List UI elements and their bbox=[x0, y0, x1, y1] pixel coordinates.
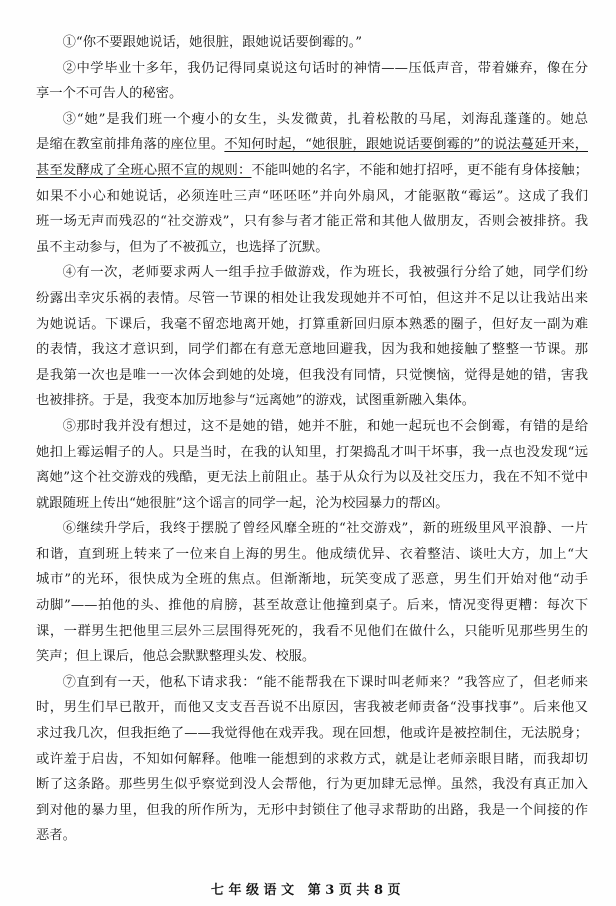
text-line bbox=[36, 312, 588, 338]
text-segment: ③“她”是我们班一个瘦小的女生，头发微黄，扎着松散的马尾，刘海乱蓬蓬的。她总 bbox=[62, 111, 588, 127]
text-segment: ④有一次，老师要求两人一组手拉手做游戏，作为班长，我被强行分给了她，同学们纷 bbox=[62, 265, 588, 281]
text-segment: 也被排挤。于是，我变本加厉地参与“远离她”的游戏，试图重新融入集体。 bbox=[36, 393, 476, 409]
underlined-text: 甚至发酵成了全班心照不宣的规则： bbox=[36, 162, 252, 178]
text-line bbox=[36, 209, 588, 235]
paragraph-5 bbox=[36, 414, 588, 516]
text-segment: 断了这条路。那些男生似乎察觉到没人会帮他，行为更加肆无忌惮。虽然，我没有真正加入 bbox=[36, 777, 588, 793]
text-line bbox=[36, 619, 588, 645]
text-segment: 笑声；但上课后，他总会默默整理头发、校服。 bbox=[36, 649, 316, 665]
text-segment: 不能叫她的名字，不能和她打招呼，更不能有身体接触； bbox=[251, 162, 589, 178]
text-line bbox=[36, 132, 588, 158]
text-line bbox=[36, 440, 588, 466]
paragraph-2 bbox=[36, 56, 588, 107]
text-segment: 她扣上霉运帽子的人。只是当时，在我的认知里，打架捣乱才叫干坏事，我一点也没发现“远 bbox=[36, 444, 588, 460]
text-segment: ⑦直到有一天，他私下请求我：“能不能帮我在下课时叫老师来？”我答应了，但老师来 bbox=[62, 674, 588, 690]
text-line bbox=[36, 414, 588, 440]
text-segment: 班一场无声而残忍的“社交游戏”，只有参与者才能正常和其他人做朋友，否则会被排挤。我 bbox=[36, 214, 588, 230]
text-line bbox=[36, 286, 588, 312]
text-line bbox=[36, 235, 588, 261]
paragraph-1 bbox=[36, 30, 588, 56]
text-line bbox=[36, 823, 588, 849]
text-line bbox=[36, 798, 588, 824]
text-segment: ⑥继续升学后，我终于摆脱了曾经风靡全班的“社交游戏”，新的班级里风平浪静、一片 bbox=[62, 521, 588, 537]
text-segment: 动脚”——拍他的头、推他的肩膀，甚至故意让他撞到桌子。后来，情况变得更糟：每次下 bbox=[36, 598, 588, 614]
text-line bbox=[36, 56, 588, 82]
text-line bbox=[36, 542, 588, 568]
text-line bbox=[36, 30, 588, 56]
paragraph-4 bbox=[36, 260, 588, 414]
text-line bbox=[36, 747, 588, 773]
text-line bbox=[36, 670, 588, 696]
text-segment: 离她”这个社交游戏的残酷，更无法上前阻止。基于从众行为以及社交压力，我在不知不觉中 bbox=[36, 470, 588, 486]
text-line bbox=[36, 184, 588, 210]
text-line bbox=[36, 158, 588, 184]
paragraph-7 bbox=[36, 670, 588, 849]
underlined-text: 不知何时起，“她很脏，跟她说话要倒霉的”的说法蔓延开来， bbox=[224, 137, 588, 153]
text-segment: ②中学毕业十多年，我仍记得同桌说这句话时的神情——压低声音，带着嫌弃，像在分 bbox=[62, 60, 588, 76]
text-segment: 的表情，我这才意识到，同学们都在有意无意地回避我，因为我和她接触了整整一节课。那 bbox=[36, 342, 588, 358]
paragraph-6 bbox=[36, 516, 588, 670]
text-segment: 时，男生们早已散开，而他又支支吾吾说不出原因，害我被老师责备“没事找事”。后来他又 bbox=[36, 700, 588, 716]
text-segment: 为她说话。下课后，我毫不留恋地离开她，打算重新回归原本熟悉的圈子，但好友一副为难 bbox=[36, 316, 588, 332]
text-segment: 求过我几次，但我拒绝了——我觉得他在戏弄我。现在回想，他或许是被控制住，无法脱身； bbox=[36, 726, 588, 742]
text-segment: 和谐，直到班上转来了一位来自上海的男生。他成绩优异、衣着整洁、谈吐大方，加上“大 bbox=[36, 546, 588, 562]
text-segment: 城市”的光环，很快成为全班的焦点。但渐渐地，玩笑变成了恶意，男生们开始对他“动手 bbox=[36, 572, 588, 588]
text-line bbox=[36, 721, 588, 747]
paragraph-3 bbox=[36, 107, 588, 261]
text-line bbox=[36, 363, 588, 389]
text-line bbox=[36, 772, 588, 798]
article-body bbox=[36, 30, 588, 849]
text-line bbox=[36, 388, 588, 414]
text-segment: 虽不主动参与，但为了不被孤立，也选择了沉默。 bbox=[36, 239, 329, 255]
text-segment: 是缩在教室前排角落的座位里。 bbox=[36, 137, 225, 153]
text-segment: 是我第一次也是唯一一次体会到她的处境，但我没有同情，只觉懊恼，觉得是她的错，害我 bbox=[36, 367, 588, 383]
text-segment: 如果不小心和她说话，必须连吐三声“呸呸呸”并向外扇风，才能驱散“霉运”。这成了我们 bbox=[36, 188, 588, 204]
text-line bbox=[36, 81, 588, 107]
text-segment: 恶者。 bbox=[36, 828, 76, 844]
text-segment: 享一个不可告人的秘密。 bbox=[36, 86, 183, 102]
text-line bbox=[36, 337, 588, 363]
text-line bbox=[36, 695, 588, 721]
text-line bbox=[36, 491, 588, 517]
text-segment: 到对他的暴力里，但我的所作所为，无形中封锁住了他寻求帮助的出路，我是一个间接的作 bbox=[36, 802, 588, 818]
text-line bbox=[36, 516, 588, 542]
text-line bbox=[36, 260, 588, 286]
text-segment: 纷露出幸灾乐祸的表情。尽管一节课的相处让我发现她并不可怕，但这并不足以让我站出来 bbox=[36, 290, 588, 306]
page-footer: 七年级语文 第3页共8页 bbox=[210, 883, 406, 898]
text-segment: ①“你不要跟她说话，她很脏，跟她说话要倒霉的。” bbox=[62, 35, 363, 50]
text-segment: 课，一群男生把他里三层外三层围得死死的，我看不见他们在做什么，只能听见那些男生的 bbox=[36, 623, 588, 639]
text-segment: 或许羞于启齿，不知如何解释。他唯一能想到的求救方式，就是让老师亲眼目睹，而我却切 bbox=[36, 751, 588, 767]
text-line bbox=[36, 465, 588, 491]
text-line bbox=[36, 567, 588, 593]
text-segment: 就跟随班上传出“她很脏”这个谣言的同学一起，沦为校园暴力的帮凶。 bbox=[36, 495, 449, 511]
text-segment: ⑤那时我并没有想过，这不是她的错，她并不脏，和她一起玩也不会倒霉，有错的是给 bbox=[62, 418, 588, 434]
text-line bbox=[36, 644, 588, 670]
text-line bbox=[36, 107, 588, 133]
text-line bbox=[36, 593, 588, 619]
